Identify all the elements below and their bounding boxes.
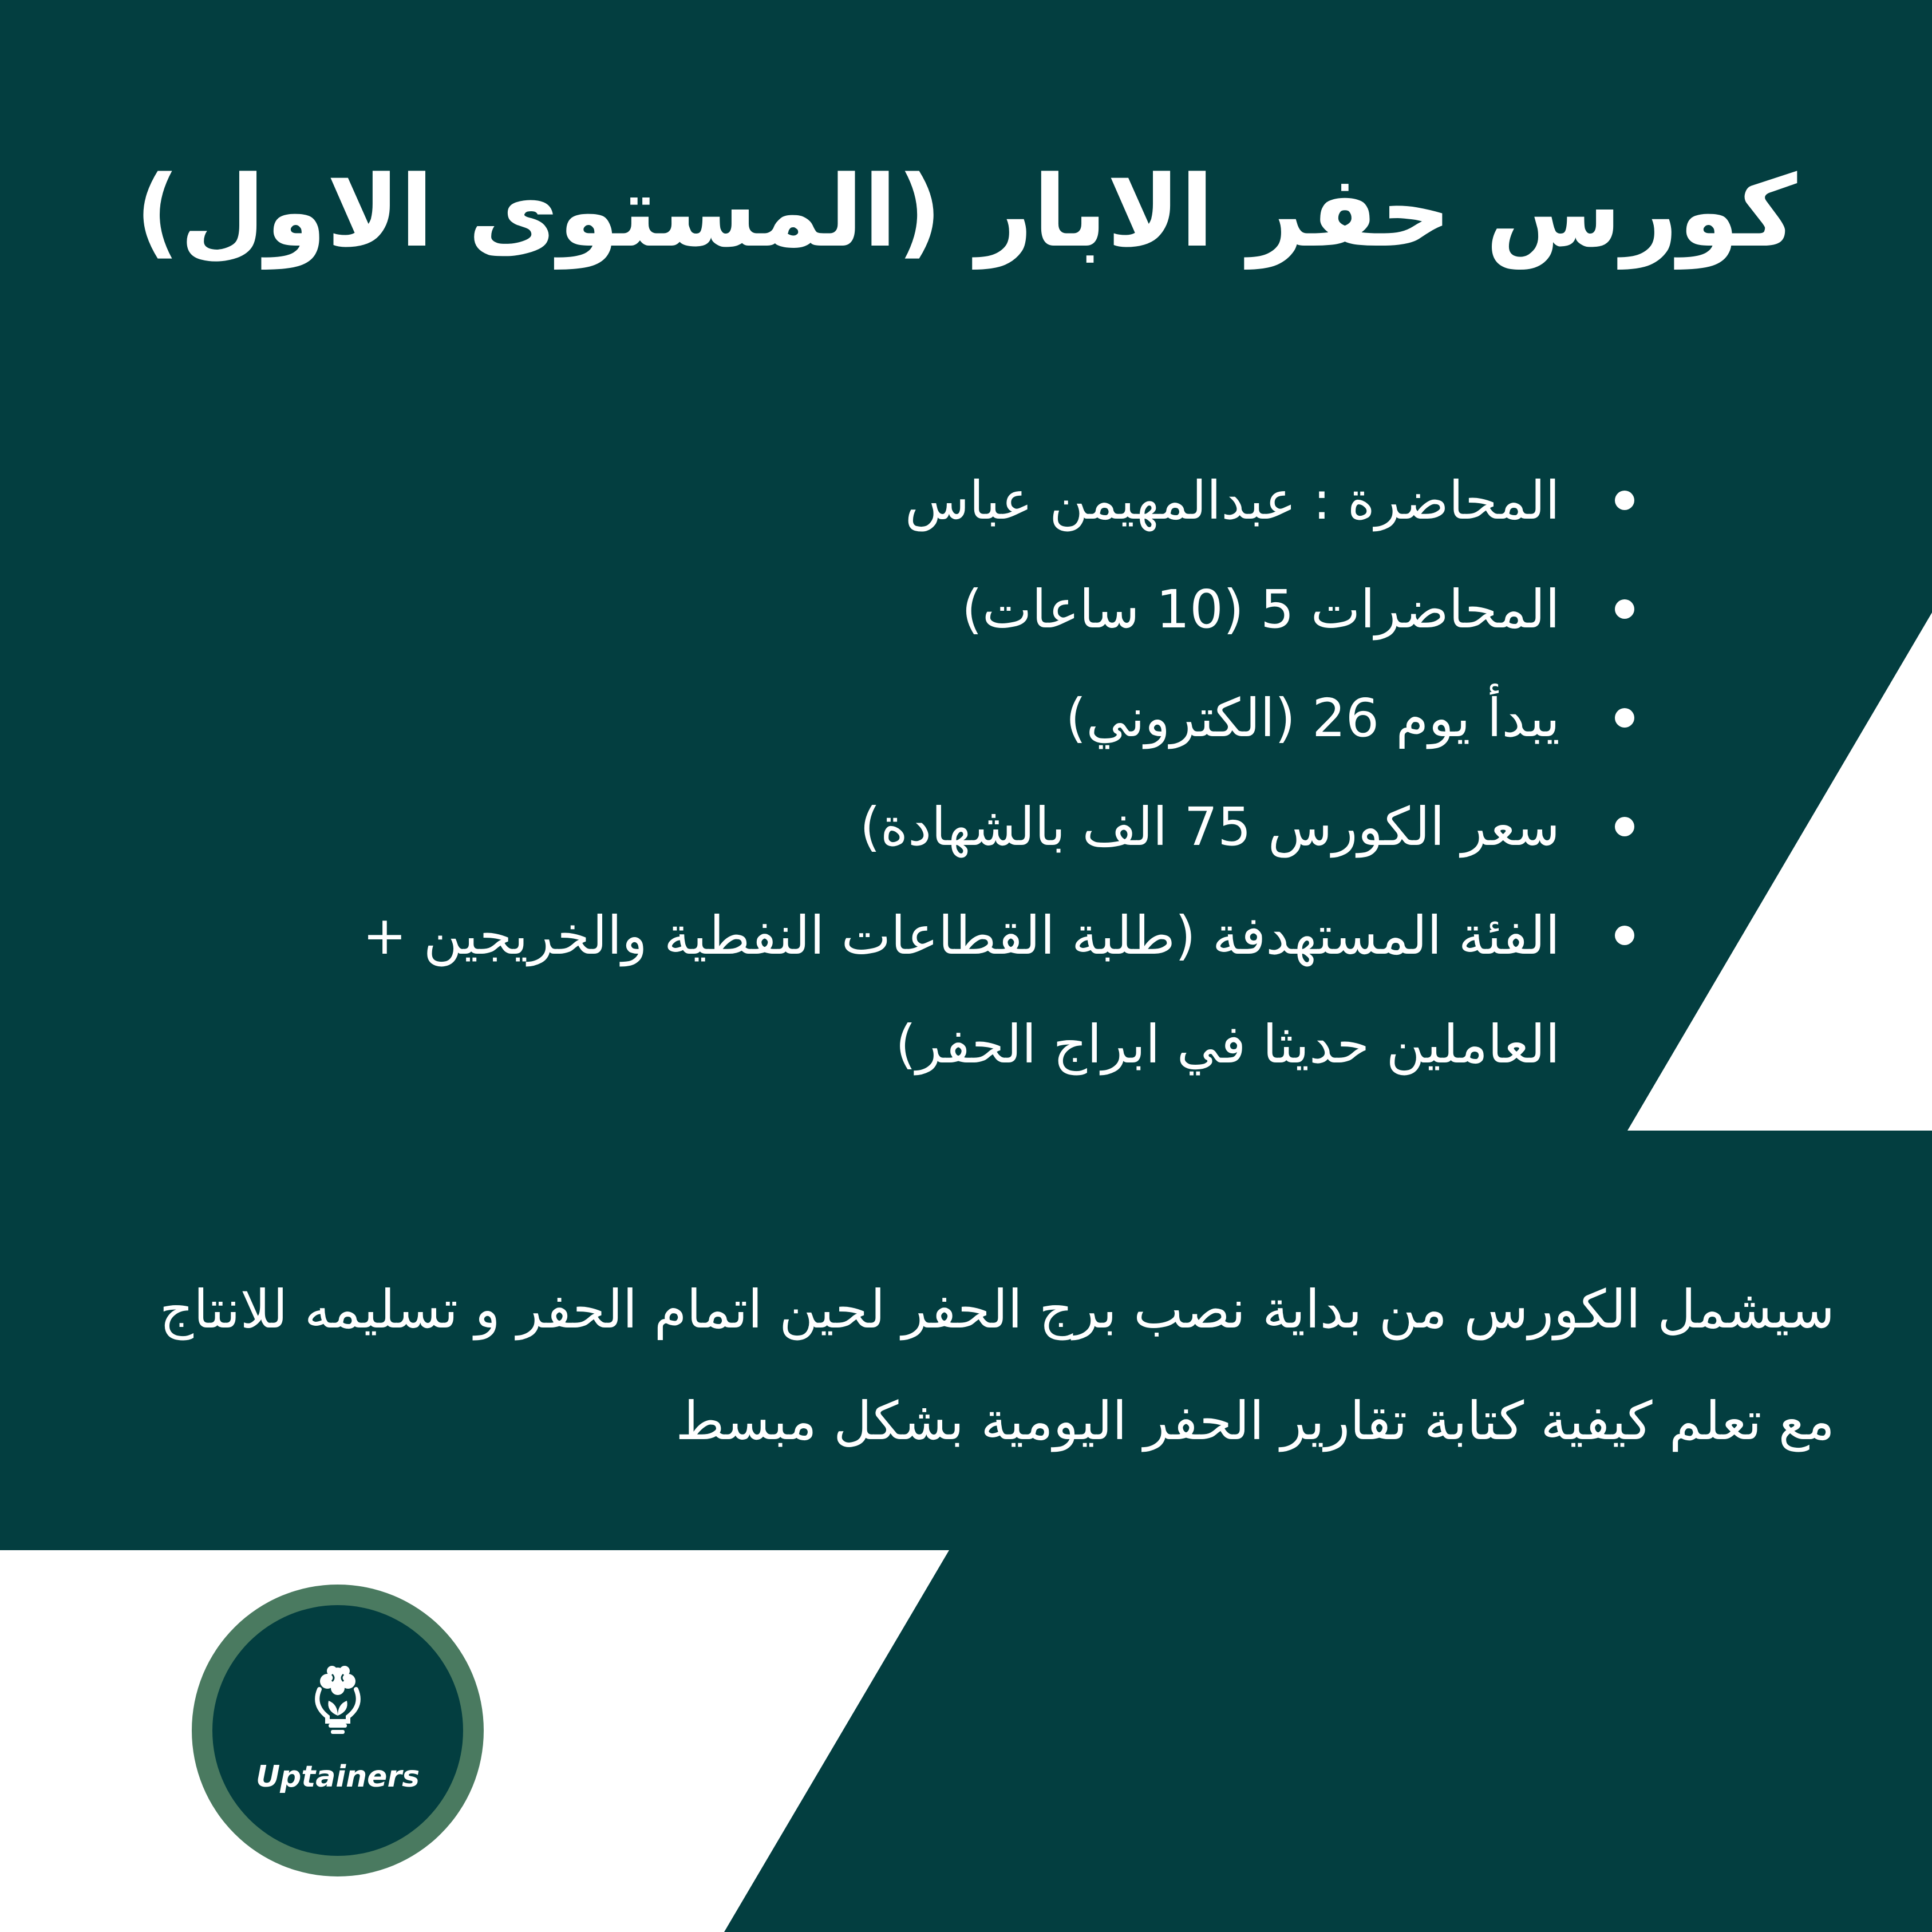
course-summary: سيشمل الكورس من بداية نصب برج الحفر لحين اتمام الحفر و تسليمه للانتاج مع تعلم كيفية كتابة تقارير الحفر اليومية بشكل مبسط [159,1279,1835,1452]
list-item [260,773,1634,882]
uptainers-logo [192,1585,484,1876]
course-details-list [260,447,1634,1099]
logo-badge [212,1605,463,1856]
list-item [260,664,1634,773]
page-title: كورس حفر الابار (المستوى الاول) [135,154,1797,269]
list-item [260,447,1634,555]
logo-text: Uptainers [255,1760,420,1794]
lectures-count-item: المحاضرات 5 (10 ساعات) [961,579,1560,640]
price-item: سعر الكورس 75 الف بالشهادة) [859,796,1560,858]
list-item [260,555,1634,664]
lightbulb-brain-icon [298,1660,378,1740]
lecturer-item: المحاضرة : عبدالمهيمن عباس [904,470,1560,531]
target-audience-item: الفئة المستهدفة (طلبة القطاعات النفطية والخريجين + العاملين حديثا في ابراج الحفر) [362,905,1560,1075]
list-item [260,882,1634,1099]
start-date-item: يبدأ يوم 26 (الكتروني) [1065,688,1560,749]
